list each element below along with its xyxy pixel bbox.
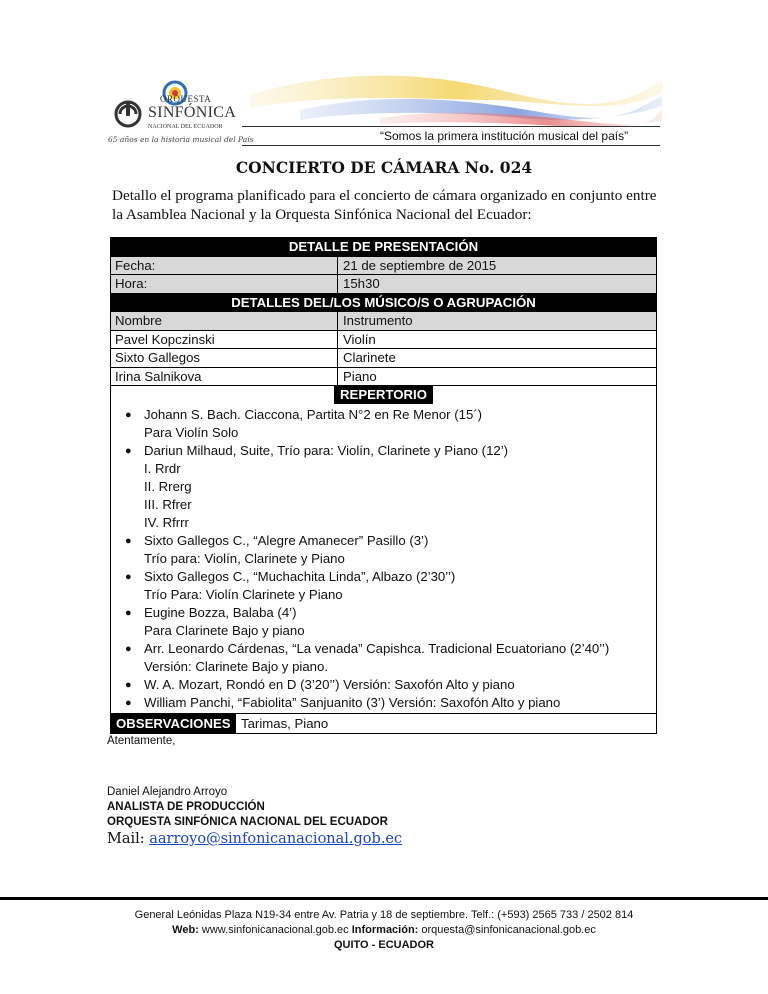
table-row bbox=[111, 349, 656, 368]
concert-details-table bbox=[110, 237, 657, 734]
repertoire-line: William Panchi, “Fabiolita” Sanjuanito (3’) Versión: Saxofón Alto y piano bbox=[144, 694, 561, 710]
bullet-icon: ● bbox=[125, 408, 132, 421]
column-divider bbox=[337, 312, 338, 330]
col-name-header: Nombre bbox=[115, 313, 162, 328]
document-title: CONCIERTO DE CÁMARA No. 024 bbox=[235, 158, 533, 177]
list-item bbox=[111, 676, 656, 694]
repertoire-line: Para Clarinete Bajo y piano bbox=[144, 622, 305, 638]
repertoire-line: III. Rfrer bbox=[144, 496, 192, 512]
footer-contact-line bbox=[0, 924, 768, 936]
mail-link[interactable]: aarroyo@sinfonicanacional.gob.ec bbox=[149, 831, 403, 847]
fecha-label: Fecha: bbox=[115, 257, 156, 273]
repertoire-line: Para Violín Solo bbox=[144, 424, 239, 440]
musician-name: Pavel Kopczinski bbox=[115, 331, 215, 347]
fecha-value: 21 de septiembre de 2015 bbox=[343, 257, 497, 273]
table-row bbox=[111, 331, 656, 350]
logo-line-1: ORQUESTA bbox=[160, 94, 212, 104]
repertoire-line: I. Rrdr bbox=[144, 460, 181, 476]
repertoire-line: Eugine Bozza, Balaba (4’) bbox=[144, 604, 297, 620]
logo-line-3: NACIONAL DEL ECUADOR bbox=[148, 124, 223, 130]
musician-instrument: Piano bbox=[343, 368, 377, 384]
repertoire-header-row bbox=[111, 386, 656, 404]
fecha-row bbox=[111, 257, 656, 276]
observations-row bbox=[111, 713, 656, 733]
hora-label: Hora: bbox=[115, 276, 148, 291]
mail-line bbox=[107, 831, 402, 847]
footer-rule bbox=[0, 897, 768, 900]
repertoire-line: Johann S. Bach. Ciaccona, Partita N°2 en Re Menor (15´) bbox=[144, 406, 483, 422]
column-divider bbox=[337, 275, 338, 293]
logo-tagline: 65 años en la historia musical del País bbox=[108, 135, 254, 144]
musician-name: Irina Salnikova bbox=[115, 368, 202, 384]
mail-label: Mail: bbox=[107, 831, 145, 847]
musicians-column-headers bbox=[111, 312, 656, 331]
observations-value: Tarimas, Piano bbox=[241, 715, 329, 731]
header-rule-top bbox=[242, 126, 660, 127]
letterhead bbox=[0, 0, 768, 160]
list-item bbox=[111, 532, 656, 568]
table-row bbox=[111, 368, 656, 387]
signer-name: Daniel Alejandro Arroyo bbox=[107, 786, 228, 798]
column-divider bbox=[337, 368, 338, 386]
web-link[interactable]: www.sinfonicanacional.gob.ec bbox=[201, 924, 349, 936]
list-item bbox=[111, 568, 656, 604]
musician-name: Sixto Gallegos bbox=[115, 350, 201, 365]
repertoire-list bbox=[111, 404, 656, 713]
presentation-header: DETALLE DE PRESENTACIÓN bbox=[111, 238, 656, 257]
musicians-header: DETALLES DEL/LOS MÚSICO/S O AGRUPACIÓN bbox=[111, 294, 656, 313]
list-item bbox=[111, 604, 656, 640]
bullet-icon: ● bbox=[125, 696, 132, 709]
header-rule-bottom bbox=[242, 145, 660, 146]
column-divider bbox=[337, 349, 338, 367]
repertoire-line: IV. Rfrrr bbox=[144, 514, 189, 530]
list-item bbox=[111, 406, 656, 442]
info-label: Información: bbox=[351, 924, 419, 936]
hora-row bbox=[111, 275, 656, 294]
bullet-icon: ● bbox=[125, 642, 132, 655]
list-item bbox=[111, 694, 656, 712]
info-email-link[interactable]: orquesta@sinfonicanacional.gob.ec bbox=[421, 924, 596, 936]
observations-label: OBSERVACIONES bbox=[111, 714, 236, 733]
bullet-icon: ● bbox=[125, 606, 132, 619]
signer-org: ORQUESTA SINFÓNICA NACIONAL DEL ECUADOR bbox=[107, 816, 388, 828]
signer-role: ANALISTA DE PRODUCCIÓN bbox=[107, 801, 265, 813]
footer-city: QUITO - ECUADOR bbox=[333, 939, 435, 951]
closing-text: Atentamente, bbox=[107, 735, 176, 747]
musician-instrument: Clarinete bbox=[343, 350, 396, 365]
column-divider bbox=[337, 257, 338, 275]
repertoire-line: Arr. Leonardo Cárdenas, “La venada” Capishca. Tradicional Ecuatoriano (2’40’’) bbox=[144, 640, 610, 656]
orchestra-logo bbox=[108, 82, 254, 152]
column-divider bbox=[337, 331, 338, 349]
repertoire-line: Trío para: Violín, Clarinete y Piano bbox=[144, 550, 345, 566]
repertoire-line: Dariun Milhaud, Suite, Trío para: Violín, Clarinete y Piano (12’) bbox=[144, 442, 509, 458]
list-item bbox=[111, 640, 656, 676]
repertoire-line: Trío Para: Violín Clarinete y Piano bbox=[144, 586, 343, 602]
bullet-icon: ● bbox=[125, 444, 132, 457]
intro-paragraph: Detallo el programa planificado para el concierto de cámara organizado en conjunto entre la Asamblea Nacional y la Orquesta Sinfónica Nacional del Ecuador: bbox=[112, 187, 657, 223]
bullet-icon: ● bbox=[125, 534, 132, 547]
footer-address: General Leónidas Plaza N19-34 entre Av. Patria y 18 de septiembre. Telf.: (+593) 2565 733 / 2502 814 bbox=[134, 909, 634, 921]
repertoire-line: W. A. Mozart, Rondó en D (3’20’’) Versión: Saxofón Alto y piano bbox=[144, 676, 515, 692]
repertoire-line: Versión: Clarinete Bajo y piano. bbox=[144, 658, 328, 674]
bullet-icon: ● bbox=[125, 570, 132, 583]
bullet-icon: ● bbox=[125, 678, 132, 691]
repertoire-line: Sixto Gallegos C., “Alegre Amanecer” Pasillo (3’) bbox=[144, 532, 429, 548]
logo-line-2: SINFÓNICA bbox=[148, 104, 237, 121]
col-instrument-header: Instrumento bbox=[343, 313, 413, 328]
musician-instrument: Violín bbox=[343, 331, 376, 347]
motto: “Somos la primera institución musical del país” bbox=[380, 129, 629, 143]
hora-value: 15h30 bbox=[343, 276, 380, 291]
repertoire-line: II. Rrerg bbox=[144, 478, 192, 494]
web-label: Web: bbox=[172, 924, 199, 936]
list-item bbox=[111, 442, 656, 532]
repertoire-header: REPERTORIO bbox=[334, 386, 433, 404]
repertoire-line: Sixto Gallegos C., “Muchachita Linda”, Albazo (2’30’’) bbox=[144, 568, 456, 584]
